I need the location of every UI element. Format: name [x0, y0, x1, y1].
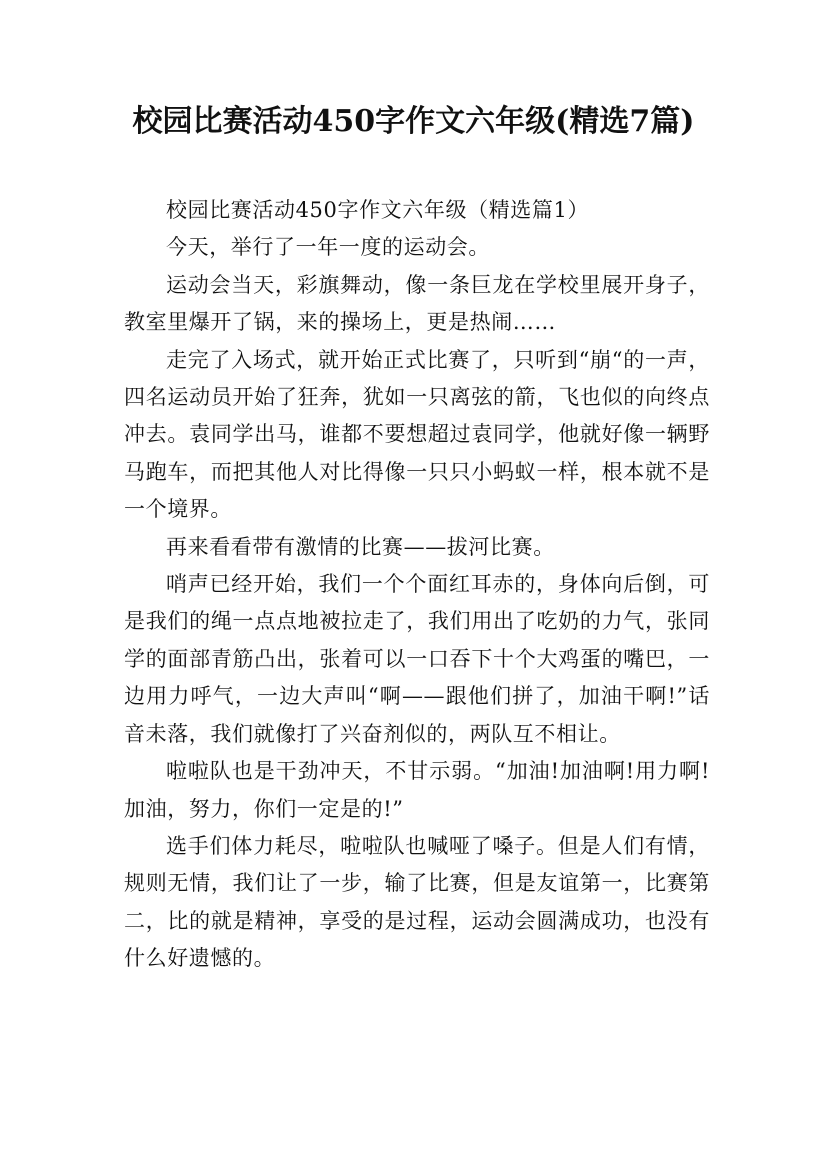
document-body — [124, 192, 710, 978]
paragraph: 走完了入场式，就开始正式比赛了，只听到“崩“的一声，四名运动员开始了狂奔，犹如一只离弦的箭，飞也似的向终点冲去。袁同学出马，谁都不要想超过袁同学，他就好像一辆野马跑车，而把其他人对比得像一只只小蚂蚁一样，根本就不是一个境界。 — [124, 347, 710, 522]
paragraph: 啦啦队也是干劲冲天，不甘示弱。“加油!加油啊!用力啊!加油，努力，你们一定是的!” — [124, 759, 710, 821]
paragraph: 哨声已经开始，我们一个个面红耳赤的，身体向后倒，可是我们的绳一点点地被拉走了，我们用出了吃奶的力气，张同学的面部青筋凸出，张着可以一口吞下十个大鸡蛋的嘴巴，一边用力呼气，一边大声叫“啊——跟他们拼了，加油干啊!”话音未落，我们就像打了兴奋剂似的，两队互不相让。 — [124, 572, 710, 746]
paragraph: 今天，举行了一年一度的运动会。 — [166, 235, 490, 260]
paragraph: 选手们体力耗尽，啦啦队也喊哑了嗓子。但是人们有情，规则无情，我们让了一步，输了比赛，但是友谊第一，比赛第二，比的就是精神，享受的是过程，运动会圆满成功，也没有什么好遗憾的。 — [124, 833, 710, 971]
section-heading: 校园比赛活动450字作文六年级（精选篇1） — [166, 198, 590, 222]
document-title: 校园比赛活动450字作文六年级(精选7篇) — [132, 104, 695, 139]
paragraph: 运动会当天，彩旗舞动，像一条巨龙在学校里展开身子，教室里爆开了锅，来的操场上，更是热闹…… — [124, 272, 710, 335]
paragraph: 再来看看带有激情的比赛——拔河比赛。 — [166, 534, 555, 559]
